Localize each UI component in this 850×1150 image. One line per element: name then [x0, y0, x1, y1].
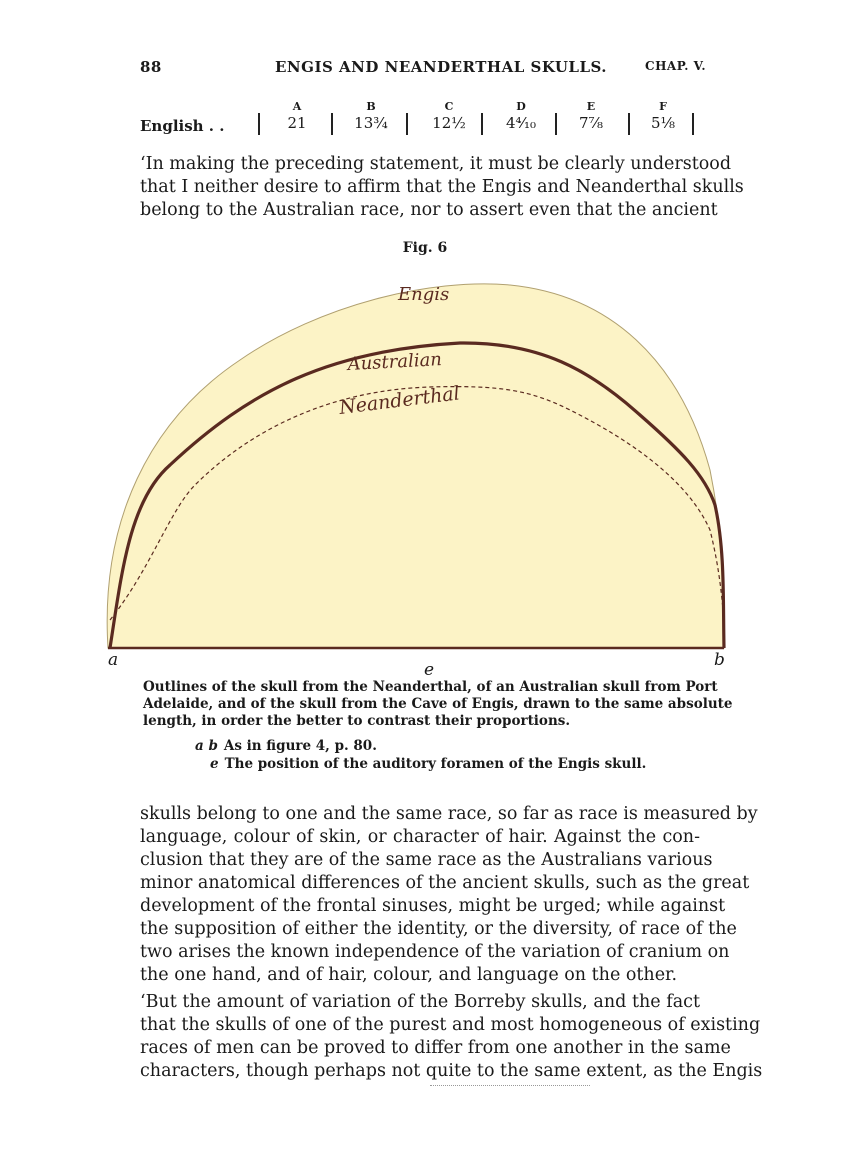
column-value: 4⁴⁄₁₀: [505, 114, 537, 132]
text-line: minor anatomical differences of the ancient skulls, such as the great: [140, 873, 750, 893]
text-line: ‘In making the preceding statement, it must be clearly understood: [140, 154, 732, 174]
column-value: 13¾: [354, 114, 388, 132]
australian-label: Australian: [347, 349, 443, 375]
point-a-label: a: [108, 650, 119, 670]
text-line: that I neither desire to affirm that the Engis and Neanderthal skulls: [140, 177, 744, 197]
running-title: ENGIS AND NEANDERTHAL SKULLS.: [275, 58, 608, 76]
column-letter: D: [516, 100, 526, 113]
text-line: that the skulls of one of the purest and most homogeneous of existing: [140, 1015, 761, 1035]
column-separator: [331, 113, 333, 135]
key-symbol: e: [210, 756, 219, 772]
column-letter: E: [586, 100, 596, 113]
key-text: The position of the auditory foramen of the Engis skull.: [224, 756, 647, 772]
measurement-cell-a: [272, 100, 322, 132]
running-head: [140, 58, 706, 82]
column-separator: [406, 113, 408, 135]
skull-outline-figure: [100, 270, 730, 650]
caption-line: Adelaide, and of the skull from the Cave of Engis, drawn to the same absolute: [143, 696, 733, 712]
text-line: development of the frontal sinuses, might be urged; while against: [140, 896, 726, 916]
measurement-cell-f: [638, 100, 688, 132]
column-separator: [258, 113, 260, 135]
text-line: the one hand, and of hair, colour, and language on the other.: [140, 965, 678, 985]
paragraph-bottom-2: [140, 991, 763, 1083]
text-line: clusion that they are of the same race as the Australians various: [140, 850, 713, 870]
paragraph-bottom-1: [140, 803, 758, 987]
column-value: 7⁷⁄₈: [578, 114, 604, 132]
text-line: characters, though perhaps not quite to the same extent, as the Engis: [140, 1061, 763, 1081]
engis-outline: [107, 284, 724, 648]
column-letter: A: [292, 100, 302, 113]
text-line: two arises the known independence of the variation of cranium on: [140, 942, 730, 962]
column-value: 5⅛: [650, 114, 676, 132]
point-e-label: e: [424, 660, 435, 680]
print-smudge: [430, 1085, 590, 1088]
point-b-label: b: [714, 650, 725, 670]
measurement-cell-c: [424, 100, 474, 132]
text-line: ‘But the amount of variation of the Borreby skulls, and the fact: [140, 992, 700, 1012]
column-letter: F: [659, 100, 667, 113]
chapter-label: CHAP. V.: [645, 59, 706, 73]
figure-key-ab: [195, 738, 377, 754]
measurement-cell-d: [496, 100, 546, 132]
text-line: language, colour of skin, or character of hair. Against the con-: [140, 827, 700, 847]
page-number: 88: [140, 58, 162, 76]
measurements-row: [140, 100, 700, 140]
column-separator: [692, 113, 694, 135]
figure-title: Fig. 6: [402, 240, 448, 256]
figure-key-e: [210, 756, 646, 772]
column-separator: [628, 113, 630, 135]
column-value: 21: [287, 114, 307, 132]
text-line: the supposition of either the identity, or the diversity, of race of the: [140, 919, 737, 939]
column-separator: [555, 113, 557, 135]
column-letter: B: [366, 100, 376, 113]
key-symbol: a b: [195, 738, 218, 754]
measurement-cell-e: [566, 100, 616, 132]
column-letter: C: [444, 100, 454, 113]
key-text: As in figure 4, p. 80.: [223, 738, 377, 754]
caption-line: Outlines of the skull from the Neanderthal, of an Australian skull from Port: [143, 679, 718, 695]
text-line: skulls belong to one and the same race, so far as race is measured by: [140, 804, 758, 824]
paragraph-top: [140, 153, 744, 222]
figure-caption: [143, 679, 733, 730]
text-line: races of men can be proved to differ from one another in the same: [140, 1038, 731, 1058]
neanderthal-label: Neanderthal: [337, 382, 461, 419]
engis-label: Engis: [398, 284, 450, 305]
column-value: 12½: [432, 114, 466, 132]
caption-line: length, in order the better to contrast their proportions.: [143, 713, 571, 729]
measurement-cell-b: [346, 100, 396, 132]
column-separator: [481, 113, 483, 135]
row-label: English . .: [140, 117, 225, 135]
text-line: belong to the Australian race, nor to assert even that the ancient: [140, 200, 718, 220]
